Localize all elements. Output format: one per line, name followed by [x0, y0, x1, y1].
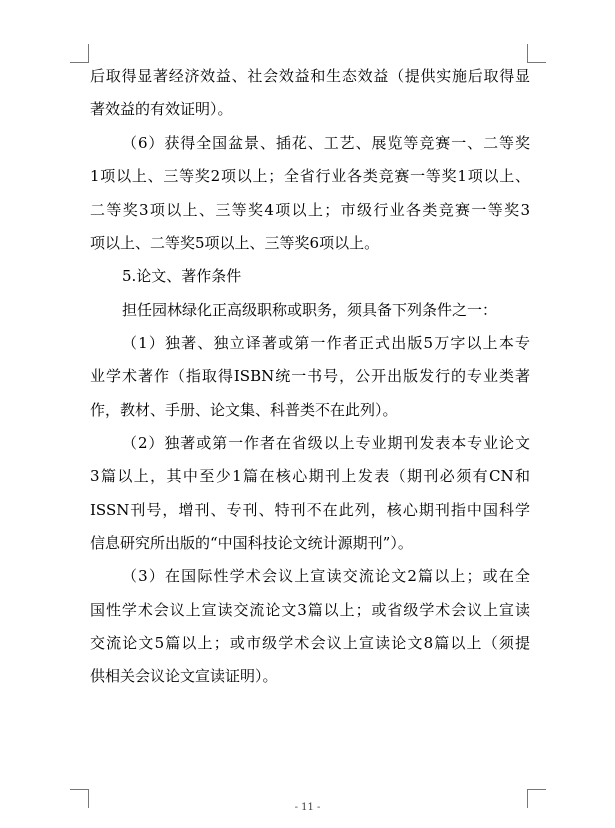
- page-number: - 11 -: [294, 802, 321, 813]
- text-line: 项以上、二等奖5项以上、三等奖6项以上。: [90, 234, 380, 252]
- text-line: （3）在国际性学术会议上宣读交流论文2篇以上；或在全: [122, 567, 530, 585]
- crop-mark-top-left: [70, 44, 89, 63]
- text-line: （2）独著或第一作者在省级以上专业期刊发表本专业论文: [122, 434, 530, 452]
- text-line: 信息研究所出版的“中国科技论文统计源期刊”）。: [90, 534, 413, 552]
- text-line: （6）获得全国盆景、插花、工艺、展览等竞赛一、二等奖: [122, 134, 530, 152]
- crop-mark-top-right: [527, 44, 546, 63]
- text-line: 1项以上、三等奖2项以上；全省行业各类竞赛一等奖1项以上、: [90, 167, 530, 185]
- text-line: 业学术著作（指取得ISBN统一书号，公开出版发行的专业类著: [90, 367, 530, 385]
- text-line: 作，教材、手册、论文集、科普类不在此列）。: [90, 401, 398, 419]
- text-line: 国性学术会议上宣读交流论文3篇以上；或省级学术会议上宣读: [90, 601, 530, 619]
- text-line: 后取得显著经济效益、社会效益和生态效益（提供实施后取得显: [90, 67, 530, 85]
- text-line: 3篇以上，其中至少1篇在核心期刊上发表（期刊必须有CN和: [90, 467, 530, 485]
- text-line: 担任园林绿化正高级职称或职务，须具备下列条件之一：: [122, 301, 498, 319]
- text-line: 二等奖3项以上、三等奖4项以上；市级行业各类竞赛一等奖3: [90, 201, 530, 219]
- text-line: ISSN刊号，增刊、专刊、特刊不在此列，核心期刊指中国科学: [90, 501, 530, 519]
- text-line: （1）独著、独立译著或第一作者正式出版5万字以上本专: [122, 334, 530, 352]
- text-line: 供相关会议论文宣读证明）。: [90, 667, 278, 685]
- text-line: 著效益的有效证明）。: [90, 100, 233, 118]
- text-line: 交流论文5篇以上；或市级学术会议上宣读论文8篇以上（须提: [90, 634, 530, 652]
- section-heading: 5.论文、著作条件: [122, 267, 242, 285]
